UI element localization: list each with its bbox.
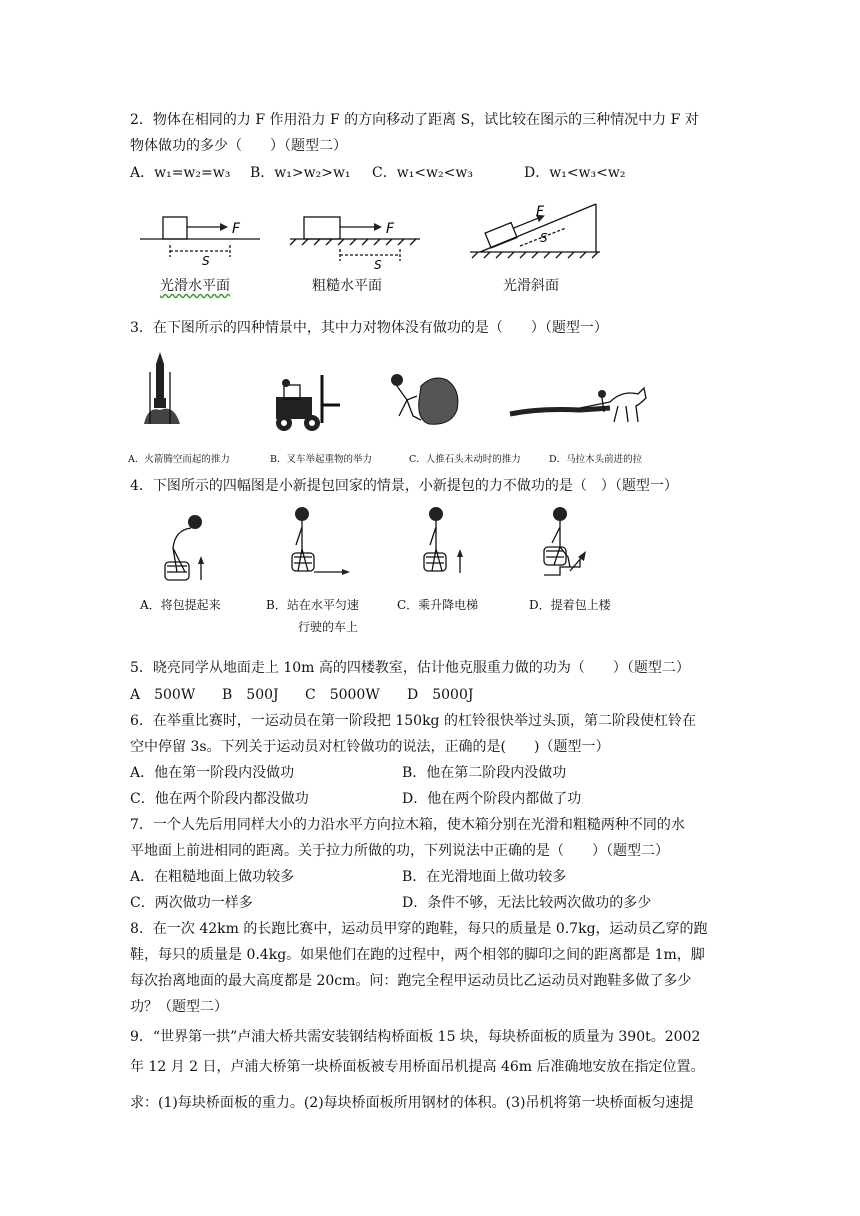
q3-horse-log-image <box>510 380 650 425</box>
q6-option-b: B．他在第二阶段内没做功 <box>402 765 567 781</box>
q8-line1: 8．在一次 42km 的长跑比赛中，运动员甲穿的跑鞋，每只的质量是 0.7kg，运动员乙穿的跑 <box>130 921 708 937</box>
q5-option-b: B 500J <box>222 687 279 703</box>
q2-line2: 物体做功的多少（ ）（题型二） <box>130 138 347 154</box>
q2-option-a: A．w₁=w₂=w₃ <box>130 165 231 181</box>
q5-text: 5．晓亮同学从地面走上 10m 高的四楼教室，估计他克服重力做的功为（ ）（题型二） <box>130 660 690 676</box>
q4-caption-b: B．站在水平匀速 <box>266 598 359 612</box>
q2-fig1-force-label: F <box>232 221 241 237</box>
q5-option-c: C 5000W <box>305 687 380 703</box>
q7-option-b: B．在光滑地面上做功较多 <box>402 869 567 885</box>
q2-fig1-distance-label: S <box>202 254 210 268</box>
q2-fig3-force-label: F <box>536 204 545 220</box>
q2-fig3-label: 光滑斜面 <box>503 278 559 294</box>
q7-option-c: C．两次做功一样多 <box>130 895 253 911</box>
q2-line1: 2．物体在相同的力 F 作用沿力 F 的方向移动了距离 S，试比较在图示的三种情况中力 F 对 <box>130 112 699 128</box>
q9-line1: 9．“世界第一拱”卢浦大桥共需安装钢结构桥面板 15 块，每块桥面板的质量为 390t。2002 <box>130 1029 701 1045</box>
q7-option-a: A．在粗糙地面上做功较多 <box>130 869 295 885</box>
q3-caption-a: A．火箭腾空而起的推力 <box>128 454 230 465</box>
q9-line3: 求：(1)每块桥面板的重力。(2)每块桥面板所用钢材的体积。(3)吊机将第一块桥面板匀速提 <box>130 1095 694 1111</box>
q3-caption-d: D．马拉木头前进的拉 <box>549 454 643 465</box>
q4-stairs-bag-image <box>540 505 600 580</box>
q5-option-d: D 5000J <box>407 687 474 703</box>
q3-rocket-image <box>140 352 190 427</box>
q7-line2: 平地面上前进相同的距离。关于拉力所做的功，下列说法中正确的是（ ）（题型二） <box>130 843 669 859</box>
q7-line1: 7．一个人先后用同样大小的力沿水平方向拉木箱，使木箱分别在光滑和粗糙两种不同的水 <box>130 817 685 833</box>
q8-line3: 每次抬离地面的最大高度都是 20cm。问：跑完全程甲运动员比乙运动员对跑鞋多做了多少 <box>130 973 692 989</box>
q6-option-c: C．他在两个阶段内都没做功 <box>130 791 309 807</box>
q4-vehicle-bag-image <box>288 505 358 580</box>
q4-text: 4．下图所示的四幅图是小新提包回家的情景，小新提包的力不做功的是（ ）（题型一） <box>130 478 678 494</box>
q6-option-d: D．他在两个阶段内都做了功 <box>402 791 582 807</box>
q7-option-d: D．条件不够，无法比较两次做功的多少 <box>402 895 652 911</box>
q2-figure-smooth-incline <box>470 200 610 270</box>
q4-caption-a: A．将包提起来 <box>140 598 221 612</box>
q4-caption-b-line2: 行驶的车上 <box>298 620 359 634</box>
q2-option-b: B．w₁>w₂>w₁ <box>250 165 351 181</box>
q6-line1: 6．在举重比赛时，一运动员在第一阶段把 150kg 的杠铃很快举过头顶，第二阶段使杠铃在 <box>130 713 696 729</box>
q9-line2: 年 12 月 2 日，卢浦大桥第一块桥面板被专用桥面吊机提高 46m 后准确地安放在指定位置。 <box>130 1059 705 1075</box>
q3-caption-c: C．人推石头未动时的推力 <box>409 454 521 465</box>
q2-fig1-label: 光滑水平面 <box>160 278 230 294</box>
q5-option-a: A 500W <box>130 687 196 703</box>
q2-fig3-distance-label: S <box>540 231 548 245</box>
q3-text: 3．在下图所示的四种情景中，其中力对物体没有做功的是（ ）（题型一） <box>130 320 608 336</box>
q4-elevator-bag-image <box>418 505 473 580</box>
q2-fig2-force-label: F <box>386 221 395 237</box>
q4-caption-c: C．乘升降电梯 <box>397 598 479 612</box>
q3-caption-b: B．叉车举起重物的举力 <box>270 454 372 465</box>
q2-fig2-label: 粗糙水平面 <box>312 278 382 294</box>
q8-line2: 鞋，每只的质量是 0.4kg。如果他们在跑的过程中，两个相邻的脚印之间的距离都是 1m，脚 <box>130 947 705 963</box>
q6-option-a: A．他在第一阶段内没做功 <box>130 765 295 781</box>
q3-push-stone-image <box>383 370 463 430</box>
q8-line4: 功？（题型二） <box>130 999 228 1015</box>
q2-figure-smooth-horizontal <box>140 205 270 275</box>
q4-lift-bag-image <box>155 512 215 582</box>
q3-forklift-image <box>270 375 345 435</box>
q2-figure-rough-horizontal <box>290 205 430 275</box>
q6-line2: 空中停留 3s。下列关于运动员对杠铃做功的说法，正确的是( )（题型一） <box>130 739 610 755</box>
q2-fig2-distance-label: S <box>374 258 382 272</box>
q4-caption-d: D．提着包上楼 <box>529 598 611 612</box>
q2-option-d: D．w₁<w₃<w₂ <box>524 165 626 181</box>
q2-option-c: C．w₁<w₂<w₃ <box>372 165 473 181</box>
